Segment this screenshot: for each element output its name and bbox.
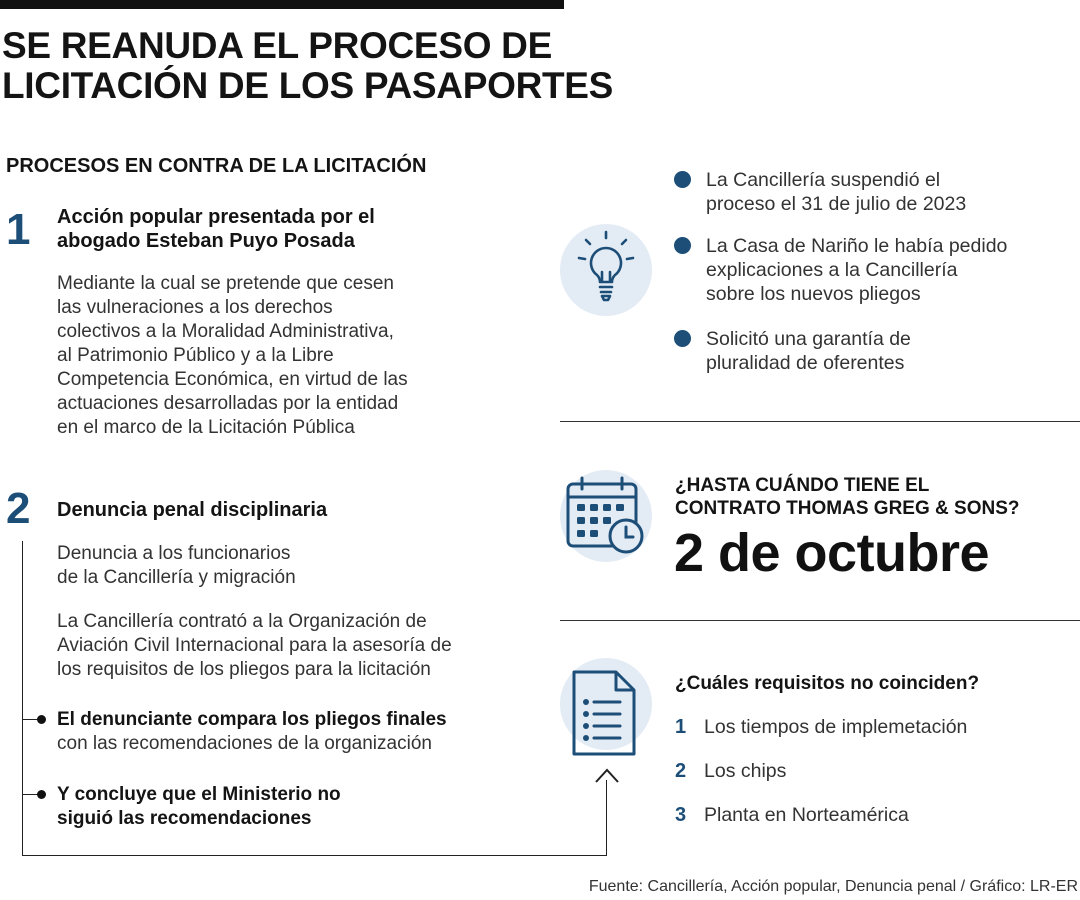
document-icon-circle xyxy=(560,658,652,750)
bullet-dot-2 xyxy=(37,790,46,799)
fact-2: La Casa de Nariño le había pedido explicaciones a la Cancillería sobre los nuevos pliegos xyxy=(706,235,1008,305)
divider-1 xyxy=(560,421,1080,422)
process-2-bullet-1: El denunciante compara los pliegos finales con las recomendaciones de la organización xyxy=(57,709,447,754)
top-rule xyxy=(0,0,564,9)
requirement-2-text: Los chips xyxy=(704,760,787,782)
source-credit: Fuente: Cancillería, Acción popular, Denuncia penal / Gráfico: LR-ER xyxy=(588,878,1078,895)
calendar-icon-circle xyxy=(560,470,652,562)
calendar-clock-icon xyxy=(560,470,652,562)
section-title: PROCESOS EN CONTRA DE LA LICITACIÓN xyxy=(6,155,427,177)
process-2-paragraph-1: Denuncia a los funcionarios de la Cancillería y migración xyxy=(57,543,296,588)
bullet-dot-1 xyxy=(37,715,46,724)
process-2-bullet-2: Y concluye que el Ministerio no siguió las recomendaciones xyxy=(57,784,341,829)
fact-bullet-1 xyxy=(674,171,691,188)
process-2-paragraph-2: La Cancillería contrató a la Organización de Aviación Civil Internacional para la asesoría de los requisitos de los pliegos para la licitación xyxy=(57,611,452,680)
process-1-number: 1 xyxy=(6,205,31,254)
requirement-1-number: 1 xyxy=(675,716,687,738)
fact-bullet-2 xyxy=(674,237,691,254)
requirement-3-number: 3 xyxy=(675,804,687,826)
process-1-heading: Acción popular presentada por el abogado Esteban Puyo Posada xyxy=(57,206,375,252)
fact-3: Solicitó una garantía de pluralidad de oferentes xyxy=(706,328,911,374)
page-title: SE REANUDA EL PROCESO DE LICITACIÓN DE LOS PASAPORTES xyxy=(2,25,614,106)
document-list-icon xyxy=(560,658,652,758)
lightbulb-icon-circle xyxy=(560,224,652,316)
connector-line-bottom xyxy=(22,855,607,856)
connector-line-up xyxy=(606,780,607,856)
divider-2 xyxy=(560,620,1080,621)
connector-line-vertical xyxy=(22,541,23,855)
arrow-up-icon xyxy=(594,766,620,784)
requirements-title: ¿Cuáles requisitos no coinciden? xyxy=(675,673,980,694)
process-2-number: 2 xyxy=(6,484,31,533)
process-2-heading: Denuncia penal disciplinaria xyxy=(57,499,328,521)
fact-bullet-3 xyxy=(674,330,691,347)
process-1-body: Mediante la cual se pretende que cesen las vulneraciones a los derechos colectivos a la Moralidad Administrativa, al Patrimonio Público y a la Libre Competencia Económica, en virtud de las actuaciones desarrolladas por la entidad en el marco de la Licitación Pública xyxy=(57,273,408,438)
contract-end-date: 2 de octubre xyxy=(674,523,990,583)
requirement-1-text: Los tiempos de implemetación xyxy=(704,716,968,738)
requirement-3-text: Planta en Norteamérica xyxy=(704,804,909,826)
lightbulb-icon xyxy=(560,224,652,316)
contract-question: ¿HASTA CUÁNDO TIENE EL CONTRATO THOMAS GREG & SONS? xyxy=(675,475,1020,519)
requirement-2-number: 2 xyxy=(675,760,687,782)
fact-1: La Cancillería suspendió el proceso el 31 de julio de 2023 xyxy=(706,169,967,215)
